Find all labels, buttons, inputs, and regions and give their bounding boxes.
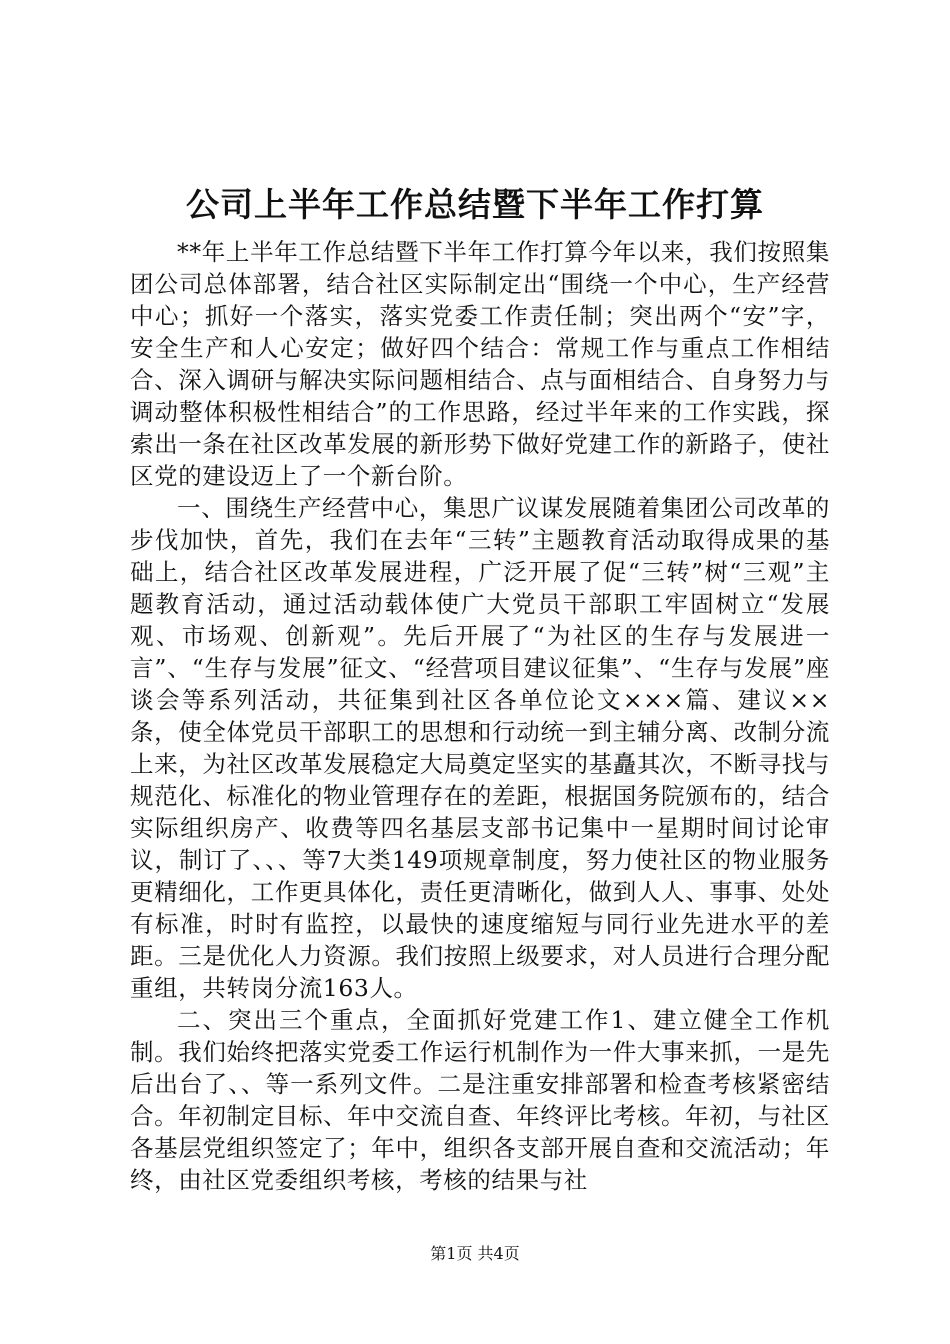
page-number-footer: 第1页 共4页 (430, 1244, 520, 1263)
paragraph-section-two: 二、突出三个重点，全面抓好党建工作1、建立健全工作机制。我们始终把落实党委工作运行机制作为一件大事来抓，一是先后出台了、、等一系列文件。二是注重安排部署和检查考核紧密结合。年初制定目标、年中交流自查、年终评比考核。年初，与社区各基层党组织签定了；年中，组织各支部开展自查和交流活动；年终，由社区党委组织考核，考核的结果与社 (130, 1006, 830, 1194)
paragraph-intro: **年上半年工作总结暨下半年工作打算今年以来，我们按照集团公司总体部署，结合社区实际制定出“围绕一个中心，生产经营中心；抓好一个落实，落实党委工作责任制；突出两个“安”字，安全生产和人心安定；做好四个结合：常规工作与重点工作相结合、深入调研与解决实际问题相结合、点与面相结合、自身努力与调动整体积极性相结合”的工作思路，经过半年来的工作实践，探索出一条在社区改革发展的新形势下做好党建工作的新路子，使社区党的建设迈上了一个新台阶。 (130, 238, 830, 490)
paragraph-section-one: 一、围绕生产经营中心，集思广议谋发展随着集团公司改革的步伐加快，首先，我们在去年“三转”主题教育活动取得成果的基础上，结合社区改革发展进程，广泛开展了促“三转”树“三观”主题教育活动，通过活动载体使广大党员干部职工牢固树立“发展观、市场观、创新观”。先后开展了“为社区的生存与发展进一言”、“生存与发展”征文、“经营项目建议征集”、“生存与发展”座谈会等系列活动，共征集到社区各单位论文×××篇、建议××条，使全体党员干部职工的思想和行动统一到主辅分离、改制分流上来，为社区改革发展稳定大局奠定坚实的基矗其次，不断寻找与规范化、标准化的物业管理存在的差距，根据国务院颁布的，结合实际组织房产、收费等四名基层支部书记集中一星期时间讨论审议，制订了、、、等7大类149项规章制度，努力使社区的物业服务更精细化，工作更具体化，责任更清晰化，做到人人、事事、处处有标准，时时有监控，以最快的速度缩短与同行业先进水平的差距。三是优化人力资源。我们按照上级要求，对人员进行合理分配重组，共转岗分流163人。 (130, 494, 830, 1002)
document-body (130, 236, 830, 1196)
document-title: 公司上半年工作总结暨下半年工作打算 (186, 185, 764, 224)
